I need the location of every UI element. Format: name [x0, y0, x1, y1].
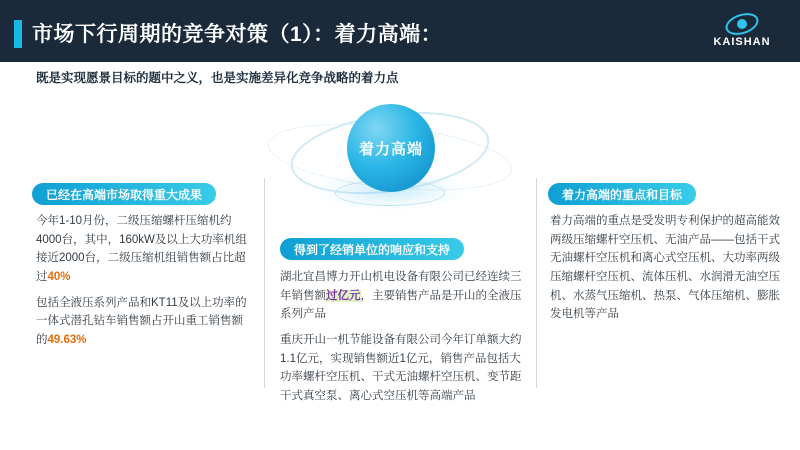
right-paragraph-1: 着力高端的重点是受发明专利保护的超高能效两级压缩螺杆空压机、无油产品——包括干式无油螺杆空压机和离心式空压机、大功率两级压缩螺杆空压机、流体压机、水润滑无油空压机、水蒸气压缩机、热泵、气体压缩机、膨胀发电机等产品: [550, 215, 780, 321]
section-header-left: 已经在高端市场取得重大成果: [32, 183, 216, 205]
left-paragraph-2: [36, 294, 254, 350]
left-paragraph-1-text: 今年1-10月份，二级压缩螺杆压缩机约4000台，其中，160kW及以上大功率机组接近2000台，二级压缩机组销售额占比超过: [36, 215, 247, 283]
left-paragraph-2-text: 包括全液压系列产品和KT11及以上功率的一体式潜孔钻车销售额占开山重工销售额的: [36, 296, 247, 346]
middle-highlight-1: 过亿元: [326, 289, 361, 302]
subtitle: 既是实现愿景目标的题中之义，也是实施差异化竞争战略的着力点: [36, 71, 399, 85]
sphere-graphic: [347, 104, 435, 192]
left-paragraph-1: [36, 212, 254, 287]
left-highlight-2: 49.63%: [47, 333, 87, 346]
kaishan-ellipse-logo-icon: [725, 14, 759, 34]
column-divider-right: [536, 178, 537, 388]
middle-paragraph-2: 重庆开山一机节能设备有限公司今年订单额大约1.1亿元，实现销售额近1亿元，销售产品包括大功率螺杆空压机、干式无油螺杆空压机、变节距干式真空泵、离心式空压机等高端产品: [280, 333, 522, 402]
section-body-left: [36, 212, 254, 356]
sphere-label: 着力高端: [358, 140, 423, 158]
left-highlight-1: 40%: [47, 270, 71, 283]
section-body-middle: [280, 268, 522, 412]
section-body-right: [550, 212, 786, 331]
middle-paragraph-1-text-b: ，主要销售产品是开山的全液压系列产品: [280, 289, 522, 321]
middle-paragraph-1: [280, 268, 522, 324]
section-header-right: 着力高端的重点和目标: [548, 183, 696, 205]
column-divider-left: [264, 178, 265, 388]
header-accent-bar: [14, 20, 22, 48]
middle-paragraph-1-text-a: 湖北宜昌博力开山机电设备有限公司已经连续三年销售额: [280, 271, 522, 302]
section-header-middle: 得到了经销单位的响应和支持: [280, 238, 464, 260]
page-title: 市场下行周期的竞争对策（1）：着力高端：: [32, 23, 443, 46]
logo-text: KAISHAN: [713, 36, 771, 48]
company-logo: [696, 9, 788, 53]
center-graphic: [255, 96, 525, 216]
